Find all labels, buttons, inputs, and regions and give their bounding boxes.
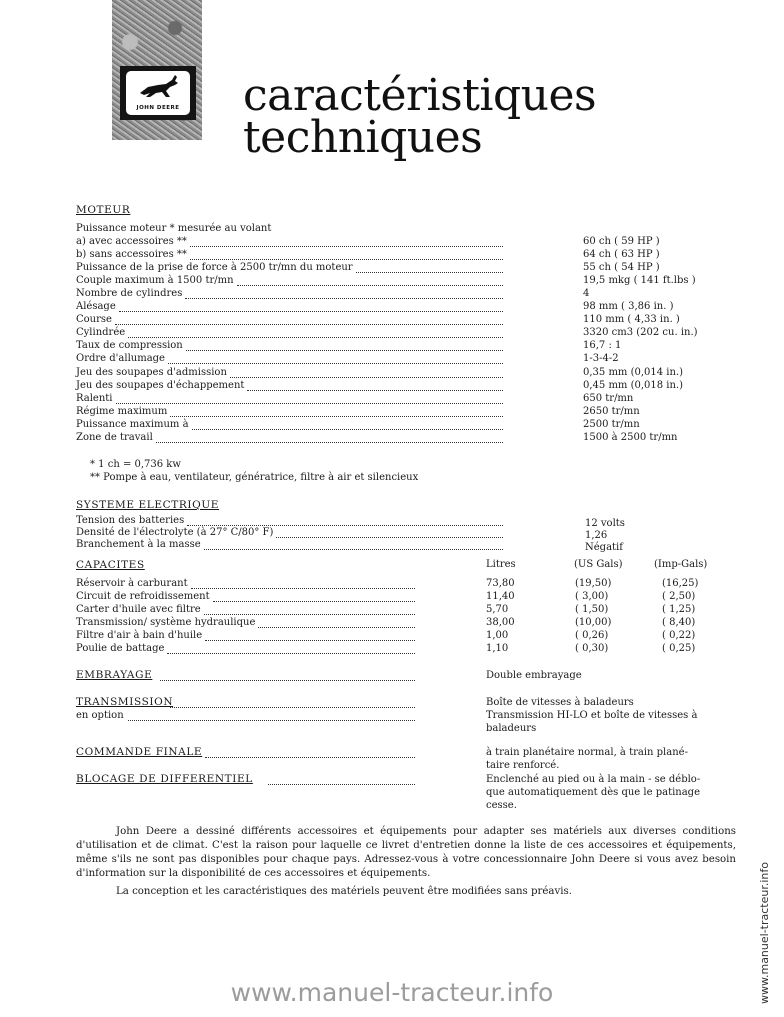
capacites-col-us: (US Gals) xyxy=(574,559,623,570)
moteur-spec-label: Couple maximum à 1500 tr/mn xyxy=(76,275,234,287)
moteur-spec-value: 60 ch ( 59 HP ) xyxy=(583,236,660,247)
leader-dots xyxy=(191,588,415,589)
embrayage-value: Double embrayage xyxy=(486,670,582,681)
capacites-cell-imp: ( 1,25) xyxy=(662,603,696,615)
electrique-spec-value: Négatif xyxy=(585,542,623,553)
moteur-spec-label: Ralenti xyxy=(76,392,113,404)
leader-dots xyxy=(276,537,503,538)
leader-dots xyxy=(190,259,503,260)
capacites-cell-litres: 5,70 xyxy=(486,603,509,615)
moteur-spec-label: Puissance de la prise de force à 2500 tr/mn du moteur xyxy=(76,262,353,274)
leader-dots xyxy=(204,549,503,550)
leader-dots xyxy=(116,403,503,404)
leader-dots xyxy=(204,614,415,615)
leader-dots xyxy=(268,784,415,785)
moteur-spec-value: 1-3-4-2 xyxy=(583,353,619,365)
side-watermark: www.manuel-tracteur.info xyxy=(758,862,771,1004)
moteur-spec-value: 55 ch ( 54 HP ) xyxy=(583,262,660,274)
website-watermark: www.manuel-tracteur.info xyxy=(230,978,554,1007)
electrique-spec-value: 12 volts xyxy=(585,518,625,529)
leader-dots xyxy=(205,757,415,758)
leader-dots xyxy=(170,707,415,708)
moteur-spec-value: 19,5 mkg ( 141 ft.lbs ) xyxy=(583,275,696,287)
moteur-spec-label: Ordre d'allumage xyxy=(76,353,165,365)
leader-dots xyxy=(187,525,503,526)
capacites-cell-us: ( 0,30) xyxy=(575,642,609,654)
capacites-row-label: Circuit de refroidissement xyxy=(76,590,210,602)
moteur-spec-label: a) avec accessoires ** xyxy=(76,236,187,247)
capacites-cell-litres: 1,00 xyxy=(486,629,509,641)
leader-dots xyxy=(128,337,503,338)
capacites-row-label: Filtre d'air à bain d'huile xyxy=(76,629,203,641)
capacites-cell-us: ( 0,26) xyxy=(575,629,609,641)
section-heading-capacites: CAPACITES xyxy=(76,559,145,571)
blocage-value-3: cesse. xyxy=(486,800,517,811)
moteur-spec-label: Nombre de cylindres xyxy=(76,288,183,300)
capacites-col-imp: (Imp-Gals) xyxy=(654,559,708,570)
moteur-spec-label: Jeu des soupapes d'admission xyxy=(76,366,227,378)
section-heading-blocage: BLOCAGE DE DIFFERENTIEL xyxy=(76,773,253,785)
leader-dots xyxy=(190,246,503,247)
transmission-value: Boîte de vitesses à baladeurs xyxy=(486,697,634,708)
moteur-spec-value: 110 mm ( 4,33 in. ) xyxy=(583,314,680,326)
moteur-intro: Puissance moteur * mesurée au volant xyxy=(76,223,272,234)
capacites-cell-us: ( 1,50) xyxy=(575,603,609,615)
logo-badge-inner xyxy=(126,71,190,115)
capacites-cell-litres: 73,80 xyxy=(486,578,515,589)
moteur-spec-label: Jeu des soupapes d'échappement xyxy=(76,379,245,391)
moteur-spec-label: b) sans accessoires ** xyxy=(76,249,187,261)
section-heading-embrayage: EMBRAYAGE xyxy=(76,669,153,681)
paragraph-conception: La conception et les caractéristiques des matériels peuvent être modifiées sans préavis. xyxy=(116,886,572,897)
leader-dots xyxy=(186,350,503,351)
blocage-value-1: Enclenché au pied ou à la main - se déblo- xyxy=(486,774,701,785)
moteur-spec-label: Cylindrée xyxy=(76,327,126,339)
electrique-spec-label: Branchement à la masse xyxy=(76,539,201,550)
page-title xyxy=(243,70,597,163)
capacites-cell-us: (10,00) xyxy=(575,616,612,628)
moteur-spec-label: Régime maximum xyxy=(76,405,168,417)
leader-dots xyxy=(192,429,503,430)
moteur-spec-label: Taux de compression xyxy=(76,340,183,352)
leader-dots xyxy=(237,285,503,286)
moteur-spec-value: 2650 tr/mn xyxy=(583,405,640,417)
leader-dots xyxy=(115,324,503,325)
title-line-2: techniques xyxy=(243,112,483,163)
capacites-cell-imp: (16,25) xyxy=(662,578,699,589)
capacites-col-litres: Litres xyxy=(486,559,516,570)
moteur-spec-value: 64 ch ( 63 HP ) xyxy=(583,249,660,261)
moteur-spec-label: Alésage xyxy=(76,301,116,313)
footnote-2: ** Pompe à eau, ventilateur, génératrice, filtre à air et silencieux xyxy=(90,472,419,483)
capacites-row-label: Transmission/ système hydraulique xyxy=(76,616,256,628)
section-heading-electrique: SYSTEME ELECTRIQUE xyxy=(76,499,220,511)
leader-dots xyxy=(119,311,503,312)
john-deere-logo xyxy=(112,0,202,140)
capacites-cell-litres: 38,00 xyxy=(486,616,515,628)
transmission-option-value-1: Transmission HI-LO et boîte de vitesses à xyxy=(486,710,698,721)
capacites-row-label: Réservoir à carburant xyxy=(76,578,188,589)
capacites-cell-imp: ( 2,50) xyxy=(662,590,696,602)
leader-dots xyxy=(230,377,503,378)
electrique-spec-value: 1,26 xyxy=(585,530,608,541)
moteur-spec-value: 0,45 mm (0,018 in.) xyxy=(583,379,684,391)
leader-dots xyxy=(258,627,415,628)
commande-value-2: taire renforcé. xyxy=(486,760,560,771)
leader-dots xyxy=(156,442,503,443)
moteur-spec-value: 1500 à 2500 tr/mn xyxy=(583,431,678,443)
moteur-spec-value: 4 xyxy=(583,288,590,300)
blocage-value-2: que automatiquement dès que le patinage xyxy=(486,787,701,798)
electrique-spec-label: Densité de l'électrolyte (à 27° C/80° F) xyxy=(76,527,274,538)
leader-dots xyxy=(213,601,415,602)
capacites-cell-imp: ( 0,22) xyxy=(662,629,696,641)
leader-dots xyxy=(356,272,503,273)
moteur-spec-value: 98 mm ( 3,86 in. ) xyxy=(583,301,674,313)
section-heading-moteur: MOTEUR xyxy=(76,204,131,216)
moteur-spec-value: 650 tr/mn xyxy=(583,392,634,404)
capacites-row-label: Poulie de battage xyxy=(76,642,165,654)
capacites-cell-imp: ( 0,25) xyxy=(662,642,696,654)
logo-badge xyxy=(120,66,196,120)
moteur-spec-label: Zone de travail xyxy=(76,431,153,443)
leader-dots xyxy=(168,363,503,364)
section-heading-commande-finale: COMMANDE FINALE xyxy=(76,746,203,758)
moteur-spec-value: 0,35 mm (0,014 in.) xyxy=(583,366,684,378)
moteur-spec-label: Puissance maximum à xyxy=(76,418,189,430)
leader-dots xyxy=(247,390,503,391)
moteur-spec-value: 2500 tr/mn xyxy=(583,418,640,430)
moteur-spec-label: Course xyxy=(76,314,112,326)
capacites-cell-us: (19,50) xyxy=(575,578,612,589)
moteur-spec-value: 16,7 : 1 xyxy=(583,340,622,352)
title-line-1: caractéristiques xyxy=(243,70,597,121)
section-heading-transmission: TRANSMISSION xyxy=(76,696,174,708)
capacites-cell-litres: 1,10 xyxy=(486,642,509,654)
leader-dots xyxy=(160,680,415,681)
leader-dots xyxy=(170,416,503,417)
commande-value-1: à train planétaire normal, à train plané- xyxy=(486,747,688,758)
transmission-option-value-2: baladeurs xyxy=(486,723,537,734)
transmission-option-label: en option xyxy=(76,710,124,721)
deer-icon xyxy=(126,71,190,105)
capacites-row-label: Carter d'huile avec filtre xyxy=(76,603,201,615)
paragraph-accessoires: John Deere a dessiné différents accessoires et équipements pour adapter ses matériels aux diverses conditions d'utilisation et de climat. C'est la raison pour laquelle ce livret d'entretien donne la liste de ces accessoires et équipements, même s'ils ne sont pas disponibles pour chaque pays. Adressez-vous à votre concessionnaire John Deere si vous avez besoin d'information sur la disponibilité de ces accessoires et équipements. xyxy=(76,826,736,879)
leader-dots xyxy=(205,640,415,641)
logo-text: JOHN DEERE xyxy=(136,105,180,111)
leader-dots xyxy=(167,653,415,654)
capacites-cell-imp: ( 8,40) xyxy=(662,616,696,628)
footnote-1: * 1 ch = 0,736 kw xyxy=(90,459,181,470)
leader-dots xyxy=(128,720,415,721)
capacites-cell-us: ( 3,00) xyxy=(575,590,609,602)
moteur-spec-value: 3320 cm3 (202 cu. in.) xyxy=(583,327,698,339)
leader-dots xyxy=(185,298,503,299)
electrique-spec-label: Tension des batteries xyxy=(76,515,185,526)
capacites-cell-litres: 11,40 xyxy=(486,590,515,602)
